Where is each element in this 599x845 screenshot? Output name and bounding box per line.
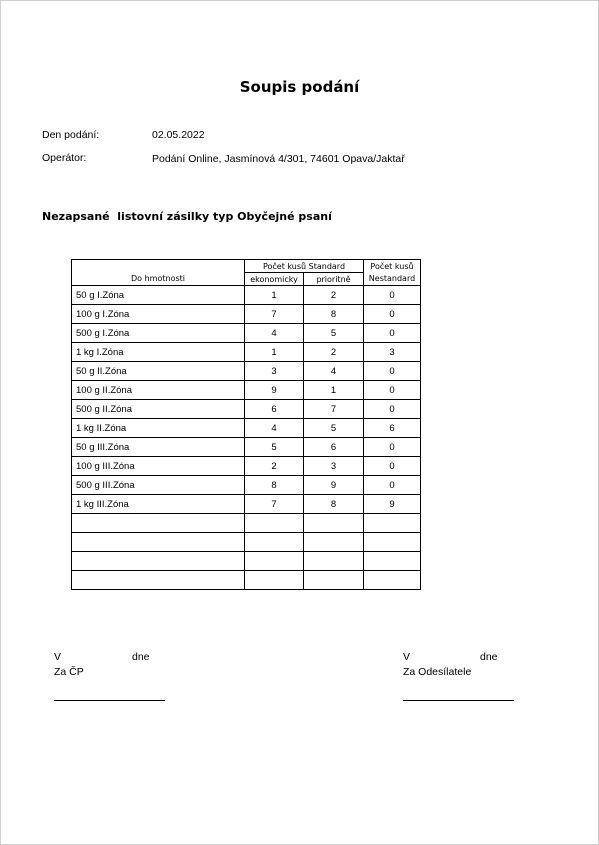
table-row xyxy=(72,476,421,495)
left-day-label: dne xyxy=(132,651,150,663)
economic-count-cell: 6 xyxy=(245,400,304,419)
economic-count-cell xyxy=(245,552,304,571)
nestandard-count-cell: 0 xyxy=(364,476,421,495)
priority-count-cell xyxy=(304,552,364,571)
weight-cell xyxy=(72,552,245,571)
weight-cell: 50 g III.Zóna xyxy=(72,438,245,457)
left-place-label: V xyxy=(54,651,62,663)
header-priority: prioritně xyxy=(304,273,364,286)
nestandard-count-cell xyxy=(364,514,421,533)
nestandard-count-cell: 0 xyxy=(364,286,421,305)
right-signature-line xyxy=(403,700,514,701)
nestandard-count-cell: 0 xyxy=(364,457,421,476)
nestandard-count-cell: 6 xyxy=(364,419,421,438)
right-party-label: Za Odesílatele xyxy=(403,666,472,678)
table-row xyxy=(72,381,421,400)
priority-count-cell: 7 xyxy=(304,400,364,419)
header-nestandard-group: Počet kusů xyxy=(364,260,421,273)
table-row xyxy=(72,324,421,343)
weight-cell xyxy=(72,514,245,533)
weight-cell: 50 g II.Zóna xyxy=(72,362,245,381)
weight-cell: 50 g I.Zóna xyxy=(72,286,245,305)
header-standard-group: Počet kusů Standard xyxy=(245,260,364,273)
table-row xyxy=(72,362,421,381)
nestandard-count-cell: 0 xyxy=(364,381,421,400)
economic-count-cell xyxy=(245,533,304,552)
header-economic: ekonomicky xyxy=(245,273,304,286)
weight-cell: 1 kg III.Zóna xyxy=(72,495,245,514)
economic-count-cell: 9 xyxy=(245,381,304,400)
table-row xyxy=(72,419,421,438)
table-header-row xyxy=(72,260,421,273)
table-row xyxy=(72,495,421,514)
economic-count-cell xyxy=(245,571,304,590)
table-row xyxy=(72,457,421,476)
priority-count-cell xyxy=(304,514,364,533)
table-row xyxy=(72,286,421,305)
economic-count-cell: 8 xyxy=(245,476,304,495)
weight-cell: 100 g III.Zóna xyxy=(72,457,245,476)
economic-count-cell: 1 xyxy=(245,286,304,305)
header-weight: Do hmotnosti xyxy=(72,273,245,286)
consignment-table xyxy=(71,259,421,590)
table-row xyxy=(72,514,421,533)
nestandard-count-cell: 9 xyxy=(364,495,421,514)
right-day-label: dne xyxy=(480,651,498,663)
priority-count-cell xyxy=(304,571,364,590)
economic-count-cell: 2 xyxy=(245,457,304,476)
priority-count-cell: 2 xyxy=(304,343,364,362)
table-row xyxy=(72,571,421,590)
date-value: 02.05.2022 xyxy=(152,129,205,141)
weight-cell xyxy=(72,571,245,590)
economic-count-cell: 7 xyxy=(245,495,304,514)
economic-count-cell: 5 xyxy=(245,438,304,457)
priority-count-cell: 3 xyxy=(304,457,364,476)
priority-count-cell: 1 xyxy=(304,381,364,400)
table-row xyxy=(72,305,421,324)
table-row xyxy=(72,400,421,419)
table-row xyxy=(72,343,421,362)
weight-cell: 100 g II.Zóna xyxy=(72,381,245,400)
weight-cell: 1 kg I.Zóna xyxy=(72,343,245,362)
nestandard-count-cell: 0 xyxy=(364,400,421,419)
economic-count-cell: 1 xyxy=(245,343,304,362)
economic-count-cell: 7 xyxy=(245,305,304,324)
nestandard-count-cell xyxy=(364,571,421,590)
table-row xyxy=(72,438,421,457)
nestandard-count-cell xyxy=(364,552,421,571)
economic-count-cell: 4 xyxy=(245,419,304,438)
weight-cell xyxy=(72,533,245,552)
operator-value: Podání Online, Jasmínová 4/301, 74601 Opava/Jaktař xyxy=(152,153,405,165)
priority-count-cell: 2 xyxy=(304,286,364,305)
nestandard-count-cell: 3 xyxy=(364,343,421,362)
nestandard-count-cell xyxy=(364,533,421,552)
economic-count-cell: 3 xyxy=(245,362,304,381)
table-row xyxy=(72,533,421,552)
nestandard-count-cell: 0 xyxy=(364,324,421,343)
weight-cell: 500 g III.Zóna xyxy=(72,476,245,495)
weight-cell: 100 g I.Zóna xyxy=(72,305,245,324)
document-title: Soupis podání xyxy=(239,78,360,96)
weight-cell: 1 kg II.Zóna xyxy=(72,419,245,438)
section-title: Nezapsané listovní zásilky typ Obyčejné psaní xyxy=(42,210,332,223)
priority-count-cell xyxy=(304,533,364,552)
weight-cell: 500 g II.Zóna xyxy=(72,400,245,419)
left-signature-line xyxy=(54,700,165,701)
header-weight-top xyxy=(72,260,245,273)
economic-count-cell: 4 xyxy=(245,324,304,343)
priority-count-cell: 8 xyxy=(304,305,364,324)
priority-count-cell: 9 xyxy=(304,476,364,495)
table-row xyxy=(72,552,421,571)
nestandard-count-cell: 0 xyxy=(364,438,421,457)
right-place-label: V xyxy=(403,651,411,663)
priority-count-cell: 5 xyxy=(304,419,364,438)
table-subheader-row xyxy=(72,273,421,286)
priority-count-cell: 4 xyxy=(304,362,364,381)
table-body xyxy=(72,286,421,590)
priority-count-cell: 5 xyxy=(304,324,364,343)
priority-count-cell: 6 xyxy=(304,438,364,457)
date-label: Den podání: xyxy=(42,129,100,141)
left-party-label: Za ČP xyxy=(54,666,84,678)
nestandard-count-cell: 0 xyxy=(364,305,421,324)
weight-cell: 500 g I.Zóna xyxy=(72,324,245,343)
priority-count-cell: 8 xyxy=(304,495,364,514)
header-nestandard: Nestandard xyxy=(364,273,421,286)
economic-count-cell xyxy=(245,514,304,533)
operator-label: Operátor: xyxy=(42,152,87,164)
nestandard-count-cell: 0 xyxy=(364,362,421,381)
